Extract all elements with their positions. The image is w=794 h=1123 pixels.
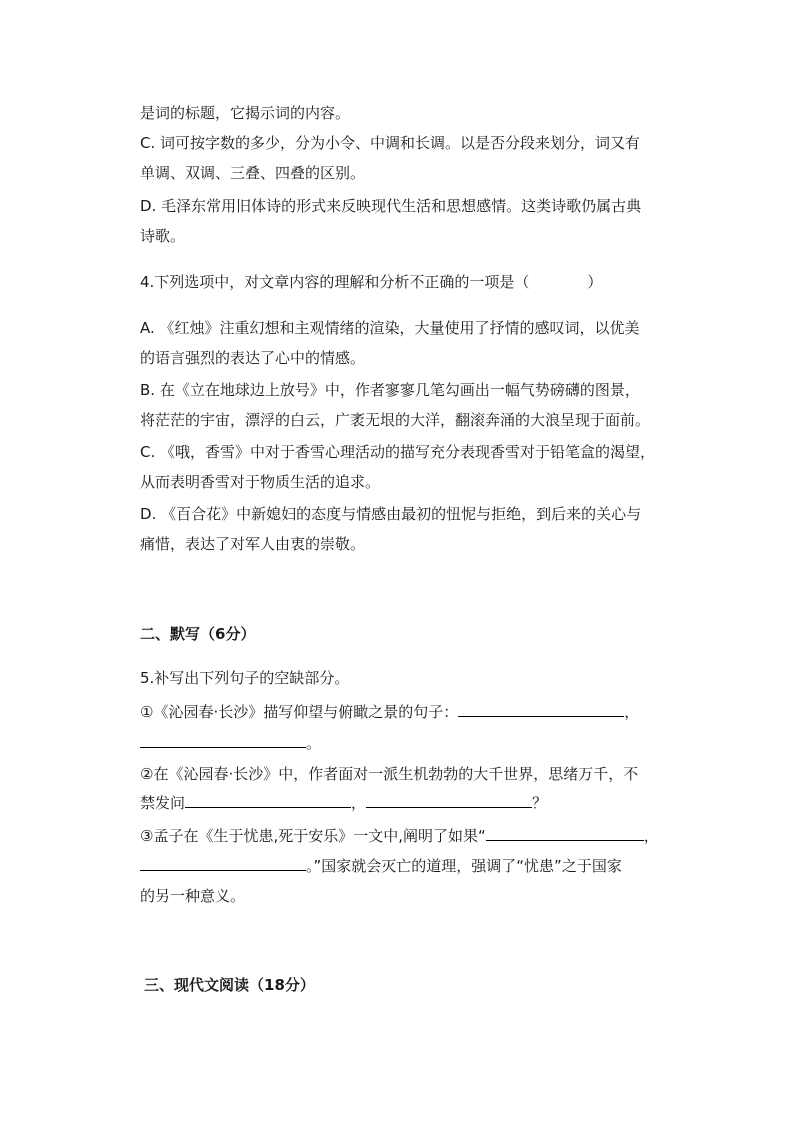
fill-blank-6[interactable] xyxy=(140,856,306,871)
q5-item-1-text: ①《沁园春·长沙》描写仰望与俯瞰之景的句子： xyxy=(140,703,459,721)
q5-item-3-line1 xyxy=(140,826,659,846)
q4-option-a-line1: A. 《红烛》注重幻想和主观情绪的渲染，大量使用了抒情的感叹词，以优美 xyxy=(140,319,640,337)
q5-item-1-line2 xyxy=(140,733,321,753)
q5-item-1-end: 。 xyxy=(306,734,322,752)
q5-item-3-sep: ， xyxy=(643,827,659,845)
fill-blank-4[interactable] xyxy=(366,793,532,808)
q5-item-2-line1: ②在《沁园春·长沙》中，作者面对一派生机勃勃的大千世界，思绪万千，不 xyxy=(140,765,639,783)
q5-item-1-line1 xyxy=(140,702,639,722)
q3-option-c-line2: 单调、双调、三叠、四叠的区别。 xyxy=(140,164,366,182)
q5-item-2-sep: ， xyxy=(351,794,367,812)
q5-item-2-end: ？ xyxy=(532,794,548,812)
q4-option-b-line2: 将茫茫的宇宙，漂浮的白云，广袤无垠的大洋，翻滚奔涌的大浪呈现于面前。 xyxy=(140,411,651,429)
q5-item-1-sep: ， xyxy=(624,703,640,721)
fill-blank-2[interactable] xyxy=(140,733,306,748)
q4-option-d-line1: D. 《百合花》中新媳妇的态度与情感由最初的忸怩与拒绝，到后来的关心与 xyxy=(140,505,642,523)
q5-item-3-line3: 的另一种意义。 xyxy=(140,887,246,905)
q5-item-2-line2 xyxy=(140,793,547,813)
q4-stem xyxy=(140,272,602,292)
q3-option-d-line2: 诗歌。 xyxy=(140,227,186,245)
q4-stem-close: ） xyxy=(587,273,603,291)
q5-stem: 5.补写出下列句子的空缺部分。 xyxy=(140,669,350,687)
fill-blank-3[interactable] xyxy=(185,793,351,808)
q4-option-c-line1: C. 《哦，香雪》中对于香雪心理活动的描写充分表现香雪对于铅笔盒的渴望， xyxy=(140,443,656,461)
section-3-title: 三、现代文阅读（18分） xyxy=(144,976,315,994)
q5-item-2-lead: 禁发问 xyxy=(140,794,186,812)
fill-blank-1[interactable] xyxy=(458,702,624,717)
q3-option-c-line1: C. 词可按字数的多少，分为小令、中调和长调。以是否分段来划分，词又有 xyxy=(140,134,641,152)
q4-option-c-line2: 从而表明香雪对于物质生活的追求。 xyxy=(140,473,381,491)
q4-option-d-line2: 痛惜，表达了对军人由衷的崇敬。 xyxy=(140,535,366,553)
q4-option-a-line2: 的语言强烈的表达了心中的情感。 xyxy=(140,349,366,367)
q4-option-b-line1: B. 在《立在地球边上放号》中，作者寥寥几笔勾画出一幅气势磅礴的图景， xyxy=(140,381,640,399)
fill-blank-5[interactable] xyxy=(486,826,644,841)
section-2-title: 二、默写（6分） xyxy=(140,625,256,643)
q3-option-d-line1: D. 毛泽东常用旧体诗的形式来反映现代生活和思想感情。这类诗歌仍属古典 xyxy=(140,197,642,215)
q4-stem-text: 4.下列选项中，对文章内容的理解和分析不正确的一项是（ xyxy=(140,273,530,291)
q3-b-continuation: 是词的标题，它揭示词的内容。 xyxy=(140,104,351,122)
q5-item-3-line2 xyxy=(140,856,622,876)
q5-item-3-tail: 。”国家就会灭亡的道理，强调了“忧患”之于国家 xyxy=(306,857,622,875)
q5-item-3-text: ③孟子在《生于忧患,死于安乐》一文中,阐明了如果“ xyxy=(140,827,486,845)
